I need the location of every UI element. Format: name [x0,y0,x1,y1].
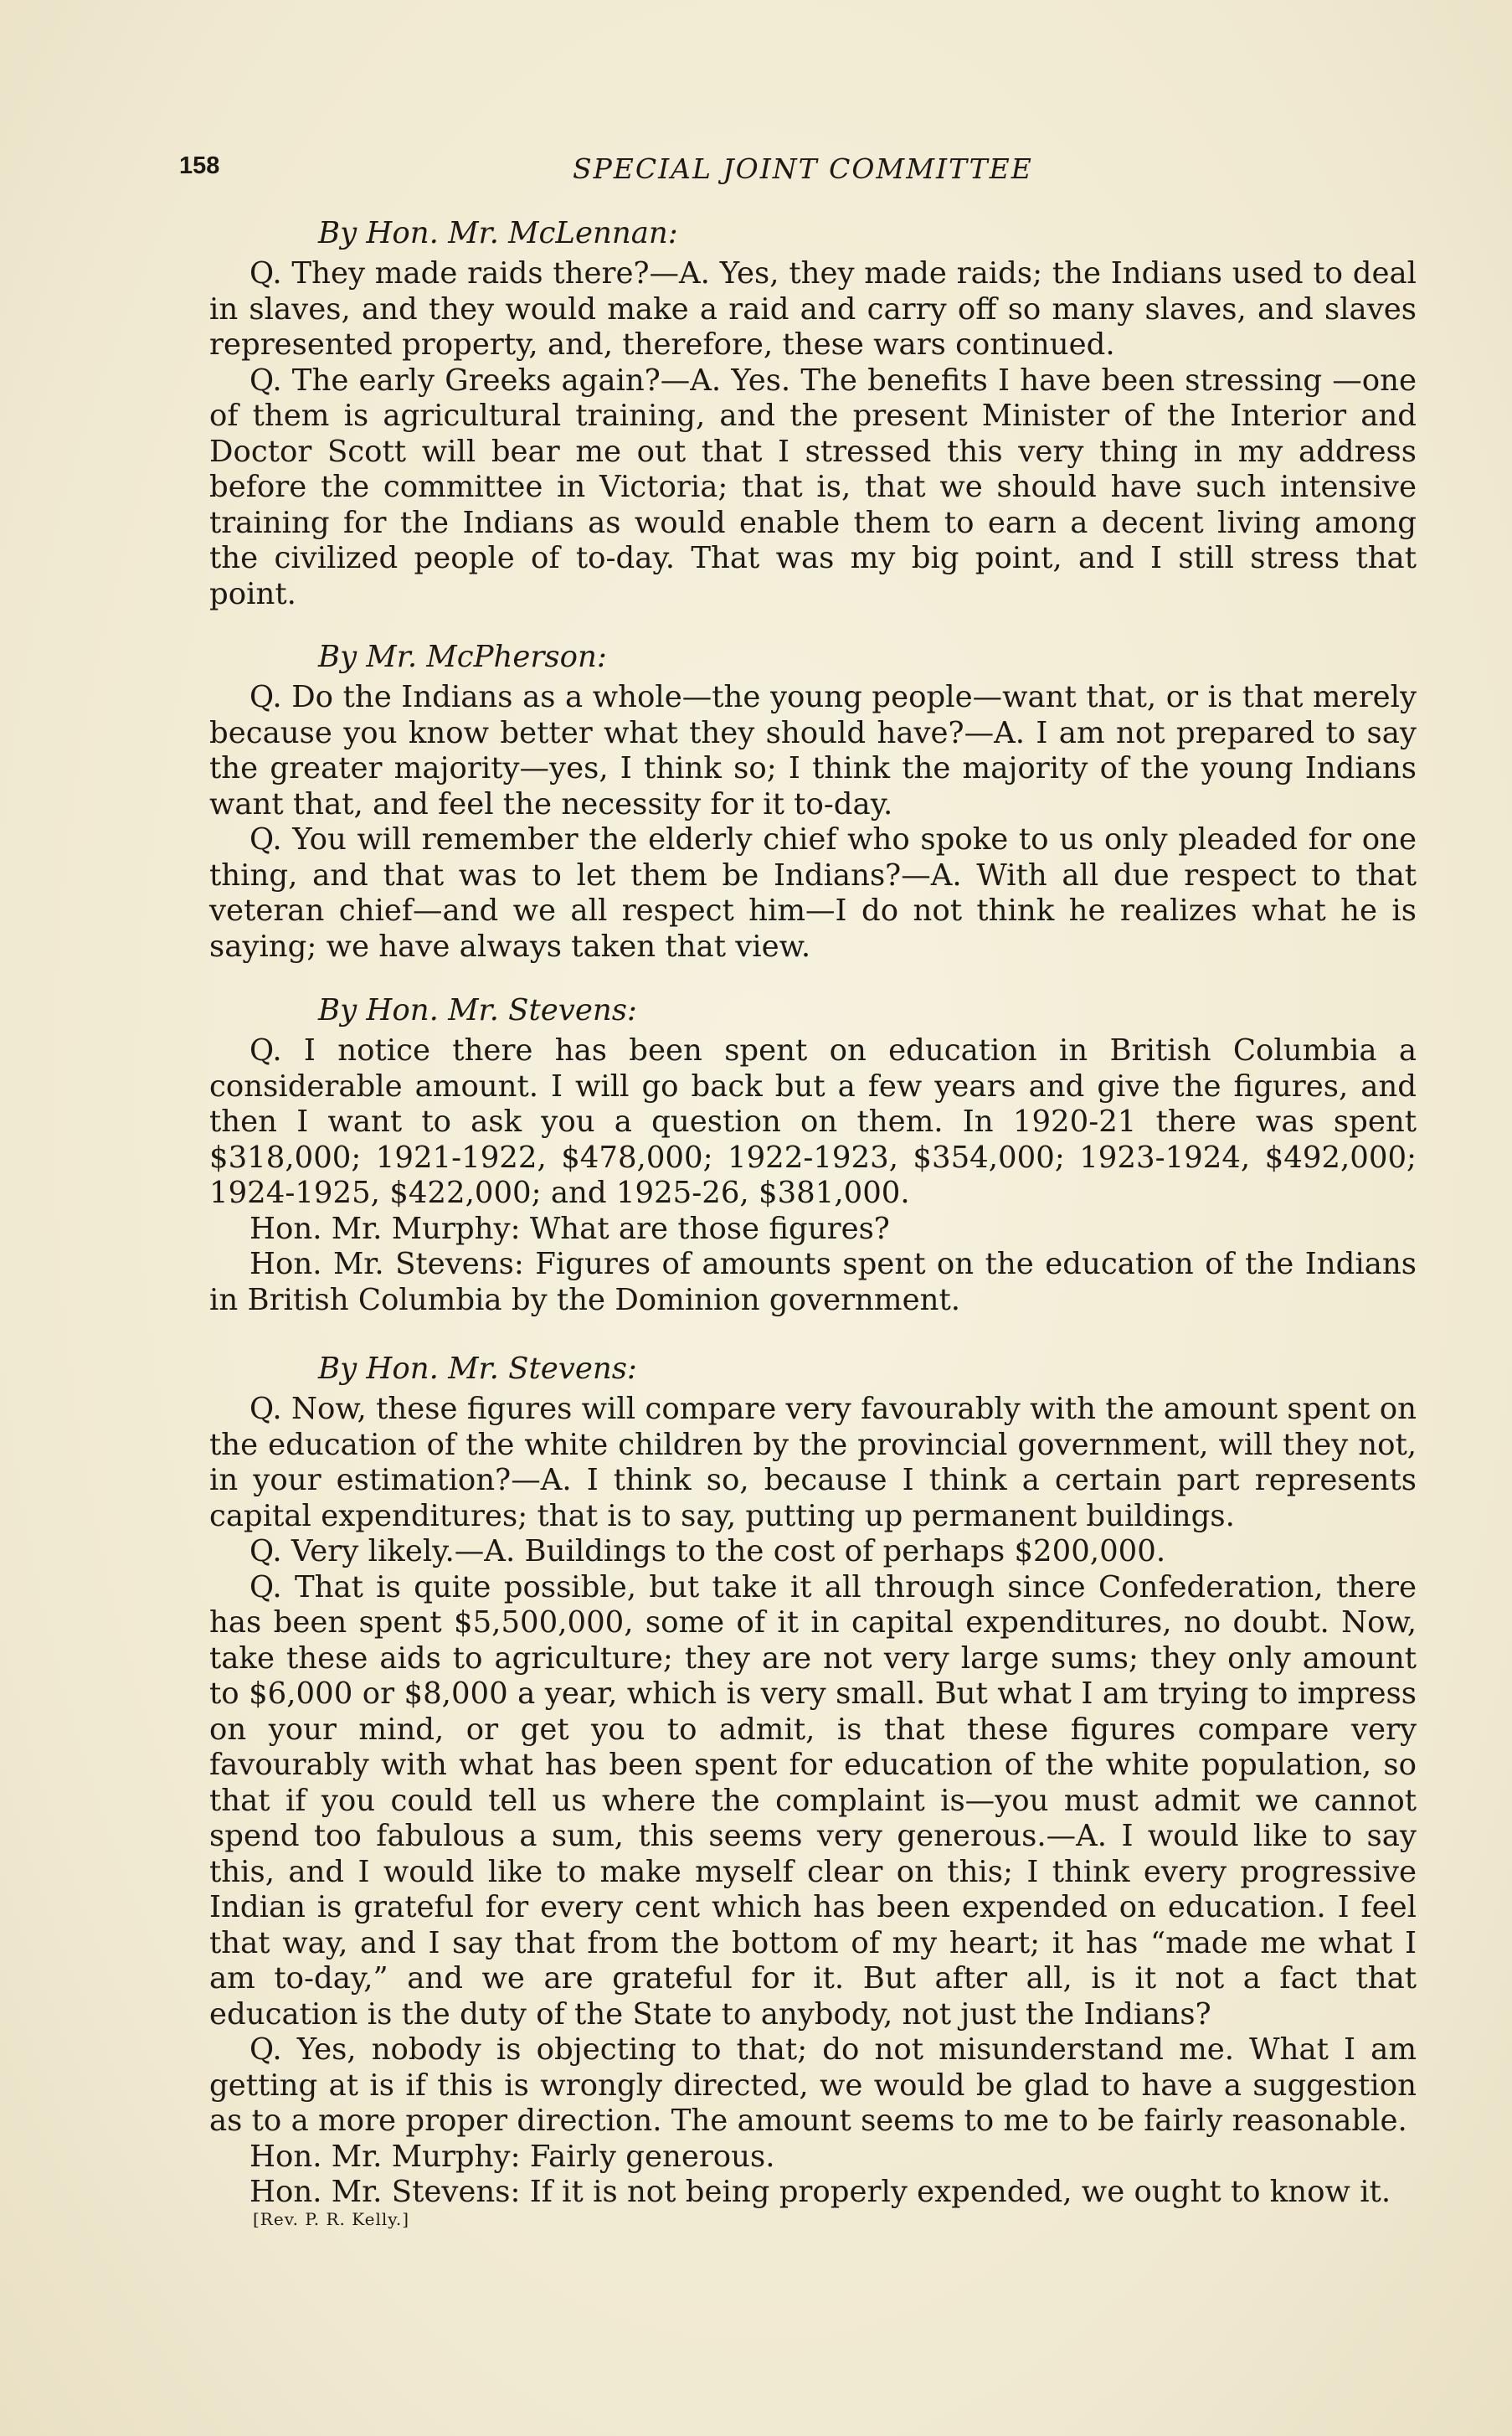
page-number: 158 [179,152,220,179]
section-mcpherson [209,640,1417,965]
section-stevens-2 [209,1352,1417,2211]
section-mclennan [209,216,1417,612]
paragraph: Q. Now, these figures will compare very favourably with the amount spent on the education of the white children by the provincial government, will they not, in your estimation?—A. I think so, because I think a certain part represents capital expenditures; that is to say, putting up permanent buildings. [209,1392,1417,1533]
paragraph: Q. That is quite possible, but take it all through since Confederation, there has been spent $5,500,000, some of it in capital expenditures, no doubt. Now, take these aids to agriculture; they are not very large sums; they only amount to $6,000 or $8,000 a year, which is very small. But what I am trying to impress on your mind, or get you to admit, is that these figures compare very favourably with what has been spent for education of the white population, so that if you could tell us where the complaint is—you must admit we cannot spend too fabulous a sum, this seems very generous.—A. I would like to say this, and I would like to make myself clear on this; I think every progressive Indian is grateful for every cent which has been expended on education. I feel that way, and I say that from the bottom of my heart; it has “made me what I am to-day,” and we are grateful for it. But after all, is it not a fact that education is the duty of the State to anybody, not just the Indians? [209,1569,1417,2032]
paragraph: Q. Do the Indians as a whole—the young people—want that, or is that merely because you know better what they should have?—A. I am not prepared to say the greater majority—yes, I think so; I think the majority of the young Indians want that, and feel the necessity for it to-day. [209,680,1417,821]
questioner-heading: By Hon. Mr. McLennan: [318,216,678,250]
paragraph: Q. You will remember the elderly chief who spoke to us only pleaded for one thing, and that was to let them be Indians?—A. With all due respect to that veteran chief—and we all respect him—I do not think he realizes what he is saying; we have always taken that view. [209,822,1417,964]
page-body [209,216,1417,2211]
questioner-heading: By Mr. McPherson: [318,640,607,674]
paragraph: Q. Very likely.—A. Buildings to the cost of perhaps $200,000. [249,1534,1166,1568]
questioner-heading: By Hon. Mr. Stevens: [318,993,637,1027]
paragraph: Q. Yes, nobody is objecting to that; do not misunderstand me. What I am getting at is if this is wrongly directed, we would be glad to have a suggestion as to a more proper direction. The amount seems to me to be fairly reasonable. [209,2032,1417,2138]
questioner-heading: By Hon. Mr. Stevens: [318,1352,637,1386]
speaker-line: Hon. Mr. Murphy: Fairly generous. [249,2139,775,2174]
page-header [179,152,1417,193]
section-stevens-1 [209,993,1417,1318]
paragraph: Q. The early Greeks again?—A. Yes. The benefits I have been stressing —one of them is agricultural training, and the present Minister of the Interior and Doctor Scott will bear me out that I stressed this very thing in my address before the committee in Victoria; that is, that we should have such intensive training for the Indians as would enable them to earn a decent living among the civilized people of to-day. That was my big point, and I still stress that point. [209,363,1417,611]
running-title: SPECIAL JOINT COMMITTEE [573,152,1033,185]
speaker-line: Hon. Mr. Stevens: If it is not being properly expended, we ought to know it. [249,2175,1391,2209]
paragraph: Q. I notice there has been spent on education in British Columbia a considerable amount. I will go back but a few years and give the figures, and then I want to ask you a question on them. In 1920-21 there was spent $318,000; 1921-1922, $478,000; 1922-1923, $354,000; 1923-1924, $492,000; 1924-1925, $422,000; and 1925-26, $381,000. [209,1033,1417,1210]
speaker-line: Hon. Mr. Stevens: Figures of amounts spent on the education of the Indians in British Columbia by the Dominion government. [209,1247,1417,1317]
speaker-attribution-footer: [Rev. P. R. Kelly.] [253,2209,410,2229]
speaker-line: Hon. Mr. Murphy: What are those figures? [249,1211,890,1246]
paragraph: Q. They made raids there?—A. Yes, they made raids; the Indians used to deal in slaves, and they would make a raid and carry off so many slaves, and slaves represented property, and, therefore, these wars continued. [209,256,1417,362]
